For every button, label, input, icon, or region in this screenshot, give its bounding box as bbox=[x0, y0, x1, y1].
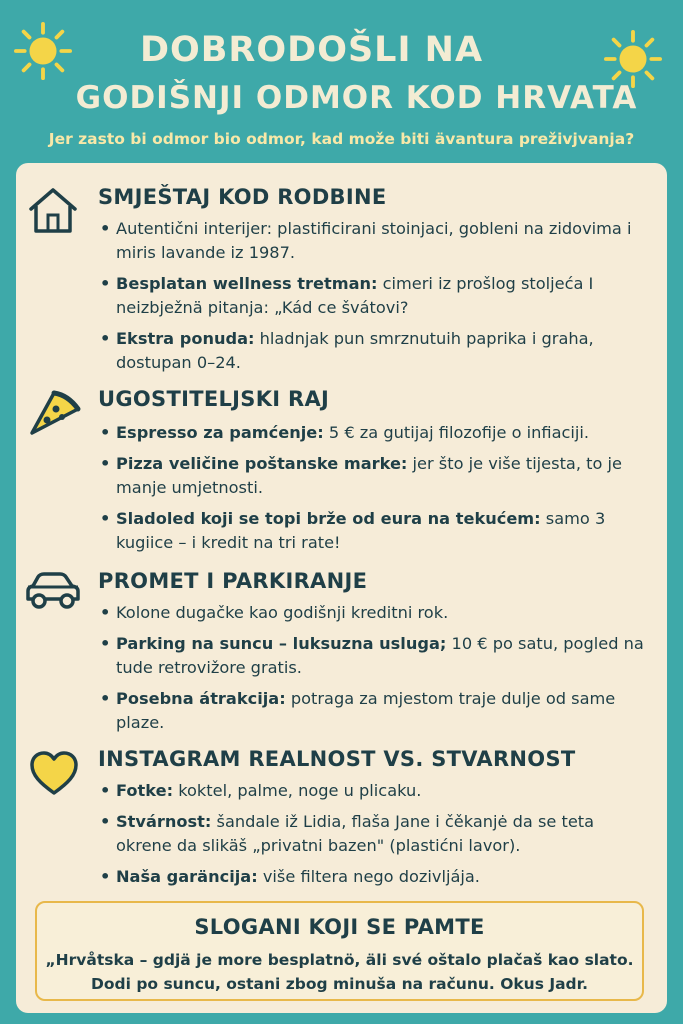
list-item: • Sladoled koji se topi brže od eura na tekućem: samo 3 kugiice – i kredit na tri rate! bbox=[98, 507, 653, 555]
page-title-line2: GODIŠNJI ODMOR KOD HRVATA bbox=[75, 80, 638, 116]
list-item: • Ekstra ponuda: hladnjak pun smrznutuih paprika i graha, dostupan 0–24. bbox=[98, 327, 653, 375]
section-heading: INSTAGRAM REALNOST VS. STVARNOST bbox=[98, 747, 576, 771]
heart-icon bbox=[28, 749, 80, 797]
list-item: • Autentični interijer: plastificirani stoinjaci, gobleni na zidovima i miris lavande iz 1987. bbox=[98, 217, 653, 265]
page-subtitle: Jer zasto bi odmor bio odmor, kad može biti ävantura preživjvanja? bbox=[48, 130, 635, 148]
section-heading: PROMET I PARKIRANJE bbox=[98, 569, 368, 593]
item-list bbox=[98, 421, 653, 562]
list-item: • Espresso za pamćenje: 5 € za gutijaj filozofije o infiaciji. bbox=[98, 421, 653, 445]
list-item: • Naša garäncija: više filtera nego dozivljája. bbox=[98, 865, 653, 889]
list-item: • Parking na suncu – luksuzna usluga; 10 € po satu, pogled na tude retrovižore gratis. bbox=[98, 632, 653, 680]
list-item: • Kolone dugačke kao godišnji kreditni rok. bbox=[98, 601, 653, 625]
item-list bbox=[98, 779, 653, 896]
content-panel bbox=[16, 163, 667, 1013]
list-item: • Fotke: koktel, palme, noge u plicaku. bbox=[98, 779, 653, 803]
slogan-line: Dodi po suncu, ostani zbog minuša na računu. Okus Jadr. bbox=[91, 975, 588, 993]
pizza-icon bbox=[26, 387, 82, 439]
page-title: DOBRODOŠLI NA bbox=[139, 30, 484, 70]
slogan-box bbox=[35, 901, 644, 1001]
section-heading: UGOSTITELJSKI RAJ bbox=[98, 387, 330, 411]
section-heading: SMJEŠTAJ KOD RODBINE bbox=[98, 185, 387, 209]
list-item: • Besplatan wellness tretman: cimeri iz prošlog stoljeća I neizbježnä pitanja: „Kád ce švátovi? bbox=[98, 272, 653, 320]
item-list bbox=[98, 217, 653, 382]
car-icon bbox=[24, 569, 82, 613]
list-item: • Pizza veličine poštanske marke: jer što je više tijesta, to je manje umjetnosti. bbox=[98, 452, 653, 500]
house-icon bbox=[26, 185, 80, 235]
slogan-title: SLOGANI KOJI SE PAMTE bbox=[194, 915, 485, 939]
item-list bbox=[98, 601, 653, 742]
list-item: • Posebna átrakcija: potraga za mjestom traje dulje od same plaze. bbox=[98, 687, 653, 735]
slogan-line: „Hrvåtska – gdjä je more besplatnö, äli své oštalo plačaš kao slato. bbox=[45, 951, 634, 969]
list-item: • Stvárnost: šandale iž Lidia, flaša Jane i čěkanjė da se teta okrene da slikäš „privatni bazen" (plastićni lavor). bbox=[98, 810, 653, 858]
